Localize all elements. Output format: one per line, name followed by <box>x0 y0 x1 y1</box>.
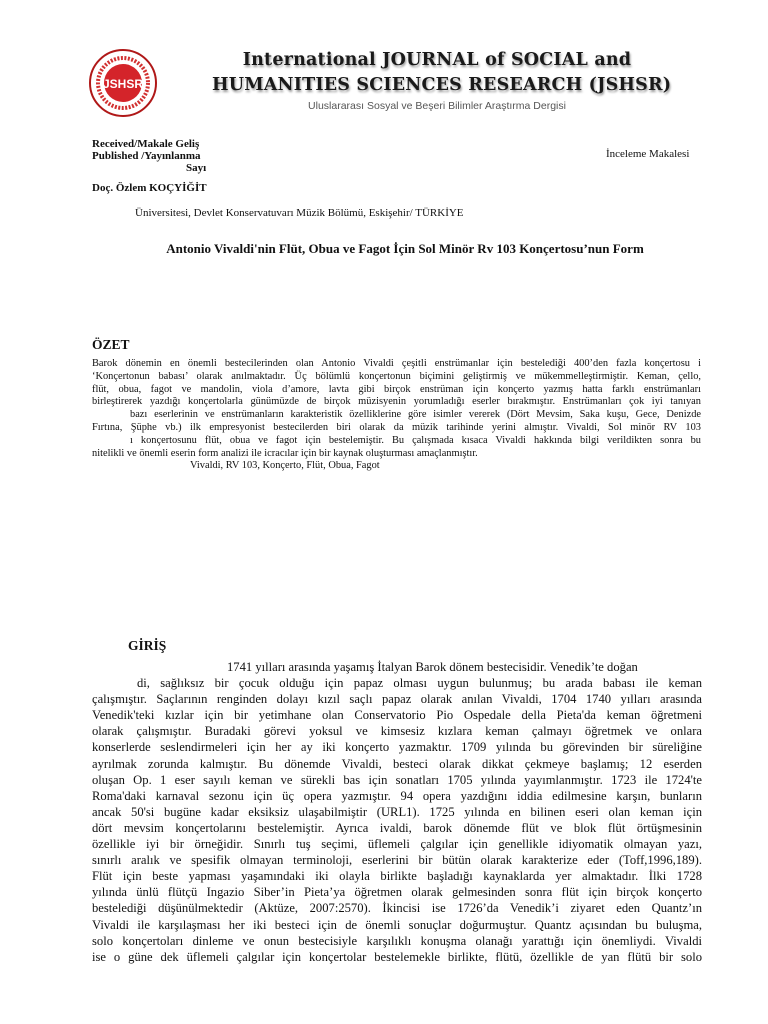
journal-title-line2: HUMANITIES SCIENCES RESEARCH (JSHSR) <box>212 75 672 95</box>
intro-line: bestelediği düşünülmektedir (Aktüze, 2007:2570). İkincisi ise 1726’da Venedik’i ziyaret eden Quantz’ın <box>92 901 702 916</box>
abstract-line: ‘Konçertonun babası’ olarak anılmaktadır. Üç bölümlü konçertonun biçimini geliştirmiş ve mükemmelleştirmiştir. Keman, çello, <box>92 370 701 382</box>
journal-title-line1: International JOURNAL of SOCIAL and <box>242 50 632 70</box>
intro-body <box>92 659 702 965</box>
issue-label: Sayı <box>186 162 207 174</box>
abstract-line: ı konçertosunu flüt, obua ve fagot için bestelemiştir. Bu çalışmada kısaca Vivaldi hakkında bilgi verildikten sonra bu <box>130 434 701 446</box>
received-label: Received/Makale Geliş <box>92 138 200 150</box>
intro-line: ayrılmak zorunda kalmıştır. Bu dönemde Vivaldi, besteci olarak dikkat çekmeye başlamış; 12 eserden <box>92 756 702 771</box>
abstract-line: Barok dönemin en önemli bestecilerinden olan Antonio Vivaldi çeşitli enstrümanlar için bestelediği 400’den fazla konçertosu i <box>92 358 701 369</box>
intro-line: konserlerde seslendirmeleri için her ay iki konçerto yazmaktır. 1709 yılında bu görevinden bir süreliğine <box>92 740 702 755</box>
author-affiliation: Üniversitesi, Devlet Konservatuvarı Müzik Bölümü, Eskişehir/ TÜRKİYE <box>135 207 464 219</box>
abstract-heading: ÖZET <box>92 337 130 352</box>
abstract-keywords: Vivaldi, RV 103, Konçerto, Flüt, Obua, Fagot <box>190 460 380 472</box>
intro-heading: GİRİŞ <box>128 638 167 653</box>
intro-line: ancak 50'si bugüne kadar eksiksiz ulaşabilmiştir (URL1). 1725 yılında en bilinen eseri olan keman için <box>92 804 702 819</box>
intro-line: Vivaldi ile karşılaşması her iki besteci için de önemli sonuçlar doğurmuştur. Quantz açısından bu buluşma, <box>92 917 702 932</box>
intro-line: Roma'daki karnaval sezonu için üç opera yazmıştır. 94 opera yazdığını iddia edilmesine karşın, bunların <box>92 788 702 803</box>
author-name: Doç. Özlem KOÇYİĞİT <box>92 182 207 194</box>
abstract-line: nitelikli ve önemli eserin form analizi ile icracılar için bir kaynak oluşturması amaçlanmıştır. <box>92 447 478 459</box>
logo-text: JSHSR <box>102 77 144 91</box>
intro-line: özellikle iyi bir örneğidir. Sınırlı tuş seçimi, üflemeli çalgılar için genellikle idiyomatik olmayan yazı, <box>92 837 702 852</box>
intro-line: oluşan Op. 1 eser sayılı keman ve sürekli bas için sonatları 1705 yılında yayımlanmıştır. 1723 ile 1724'te <box>92 772 702 787</box>
intro-line: Flüt için beste yapması yaşamındaki iki olayla birlikte başladığı kaynaklarda yer almaktadır. İlki 1728 <box>92 869 702 884</box>
intro-line: çalışmıştır. Saçlarının renginden dolayı kızıl saçlı papaz olarak anılan Vivaldi, 1704 1740 yılları arasında <box>92 692 702 707</box>
journal-logo <box>88 48 158 118</box>
intro-line: Venedik'teki kızlar için bir yetimhane olan Conservatorio Pio Ospedale della Pieta'da keman öğretmeni <box>92 708 702 723</box>
intro-line: 1741 yılları arasında yaşamış İtalyan Barok dönem bestecisidir. Venedik’te doğan <box>227 660 638 674</box>
intro-line: yılında ünlü flütçü Ingazio Siber’in Pieta’ya öğretmen olarak gelmesinden sonra flüt için birçok konçerto <box>92 885 702 900</box>
article-type: İnceleme Makalesi <box>606 148 690 160</box>
intro-line: solo konçertoları dinleme ve onun bestecisiyle karşılıklı konuşma olanağı yarattığı için önemliydi. Vivaldi <box>92 933 702 948</box>
intro-line: sınırlı aralık ve spesifik olmayan terminoloji, eserlerini bir bütün olarak karakterize eder (Toff,1996,189). <box>92 853 702 868</box>
intro-line: ise o güne dek üflemeli çalgılar için konçertolar bestelemekle birlikte, flütü, özellikle de yan flütü bir solo <box>92 949 702 964</box>
abstract-line: bazı eserlerinin ve enstrümanların karakteristik özelliklerine göre isimler vererek (Dört Mevsim, Saka kuşu, Gece, Denizde <box>130 409 701 421</box>
abstract-line: birleştirerek yazdığı konçertolarla günümüzde de birçok müzisyenin yorumladığı eserler bırakmıştır. Enstrümanları çok iyi tanıyan <box>92 396 701 408</box>
published-label: Published /Yayınlanma <box>92 150 201 162</box>
intro-line: di, sağlıksız bir çocuk olduğu için papaz olması uygun bulunmuş; bu arada babası ile keman <box>137 676 702 691</box>
abstract-body <box>92 358 701 473</box>
abstract-line: flüt, obua, fagot ve mandolin, viola d’amore, lavta gibi birçok enstrüman için konçerto yazmış hatta farklı enstrümanları <box>92 383 701 395</box>
journal-subtitle: Uluslararası Sosyal ve Beşeri Bilimler Araştırma Dergisi <box>308 100 566 112</box>
article-title: Antonio Vivaldi'nin Flüt, Obua ve Fagot İçin Sol Minör Rv 103 Konçertosu’nun Form <box>166 241 644 256</box>
intro-line: dört mevsim konçertolarını bestelemiştir. Ayrıca ivaldi, barok dönemde flüt ve blok flüt örtüşmesinin <box>92 820 702 835</box>
abstract-line: Fırtına, Şüphe vb.) ilk empresyonist bestecilerden biri olarak da müzik tarihinde yerini almıştır. Vivaldi, Sol minör RV 103 <box>92 421 701 433</box>
intro-line: olarak çalışmıştır. Buradaki görevi yoksul ve kimsesiz kızlara keman çalmayı öğretmek ve onlara <box>92 724 702 739</box>
